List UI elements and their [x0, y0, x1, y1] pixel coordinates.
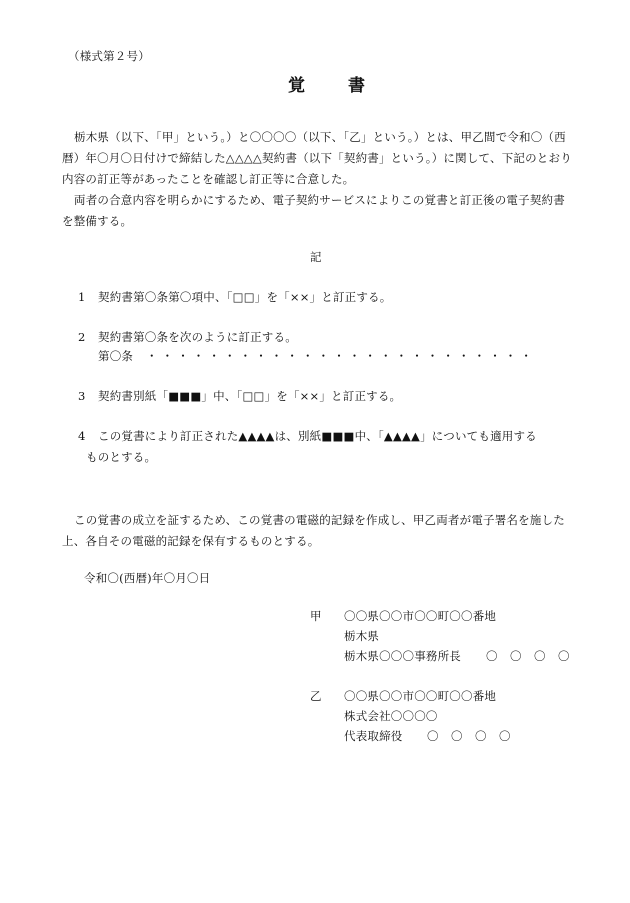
- item-2: [78, 332, 297, 344]
- preamble-paragraph-2: 両者の合意内容を明らかにするため、電子契約サービスによりこの覚書と訂正後の電子契約書を整備する。: [62, 193, 565, 228]
- article-label: 第〇条: [98, 349, 134, 363]
- party-otsu-name: 株式会社〇〇〇〇: [344, 709, 438, 723]
- agreement-date: 令和〇(西暦)年〇月〇日: [84, 571, 211, 585]
- item-text: 契約書第〇条第〇項中、「□□」を「××」と訂正する。: [98, 290, 392, 304]
- party-otsu-signer: 〇〇〇〇: [427, 729, 523, 743]
- item-number: 3: [78, 389, 86, 403]
- document-title: 覚 書: [288, 76, 378, 96]
- item-4: [78, 431, 537, 443]
- form-number: （様式第２号）: [68, 49, 150, 63]
- item-text: この覚書により訂正された▲▲▲▲は、別紙■■■中、「▲▲▲▲」についても適用する: [98, 429, 537, 443]
- item-number: 2: [78, 330, 86, 344]
- party-kou-name: 栃木県: [344, 629, 380, 643]
- preamble-paragraph-1: 栃木県（以下、「甲」という。）と〇〇〇〇（以下、「乙」という。）とは、甲乙間で令和〇（西暦）年〇月〇日付けで締結した△△△△契約書（以下「契約書」という。）に関して、下記のとおり内容の訂正等があったことを確認し訂正等に合意した。: [62, 130, 572, 186]
- party-otsu-mark: 乙: [310, 689, 322, 703]
- party-kou-title: 栃木県〇〇〇事務所長: [344, 649, 461, 663]
- party-kou-signer: 〇〇〇〇: [486, 649, 582, 663]
- closing-paragraph: この覚書の成立を証するため、この覚書の電磁的記録を作成し、甲乙両者が電子署名を施した上、各自その電磁的記録を保有するものとする。: [62, 513, 565, 548]
- item-text: 契約書第〇条を次のように訂正する。: [98, 330, 297, 344]
- party-kou-address: 〇〇県〇〇市〇〇町〇〇番地: [344, 609, 497, 623]
- item-3: [78, 391, 401, 403]
- party-otsu-title: 代表取締役: [344, 729, 403, 743]
- item-2-sub: [98, 351, 536, 363]
- party-kou-mark: 甲: [310, 609, 322, 623]
- item-4-continuation: ものとする。: [86, 450, 157, 464]
- item-number: 4: [78, 429, 86, 443]
- item-number: 1: [78, 290, 86, 304]
- ki-heading: 記: [310, 250, 322, 264]
- item-text: 契約書別紙「■■■」中、「□□」を「××」と訂正する。: [98, 389, 402, 403]
- item-1: [78, 292, 391, 304]
- placeholder-dots: ・・・・・・・・・・・・・・・・・・・・・・・・・: [146, 349, 536, 363]
- party-otsu-address: 〇〇県〇〇市〇〇町〇〇番地: [344, 689, 497, 703]
